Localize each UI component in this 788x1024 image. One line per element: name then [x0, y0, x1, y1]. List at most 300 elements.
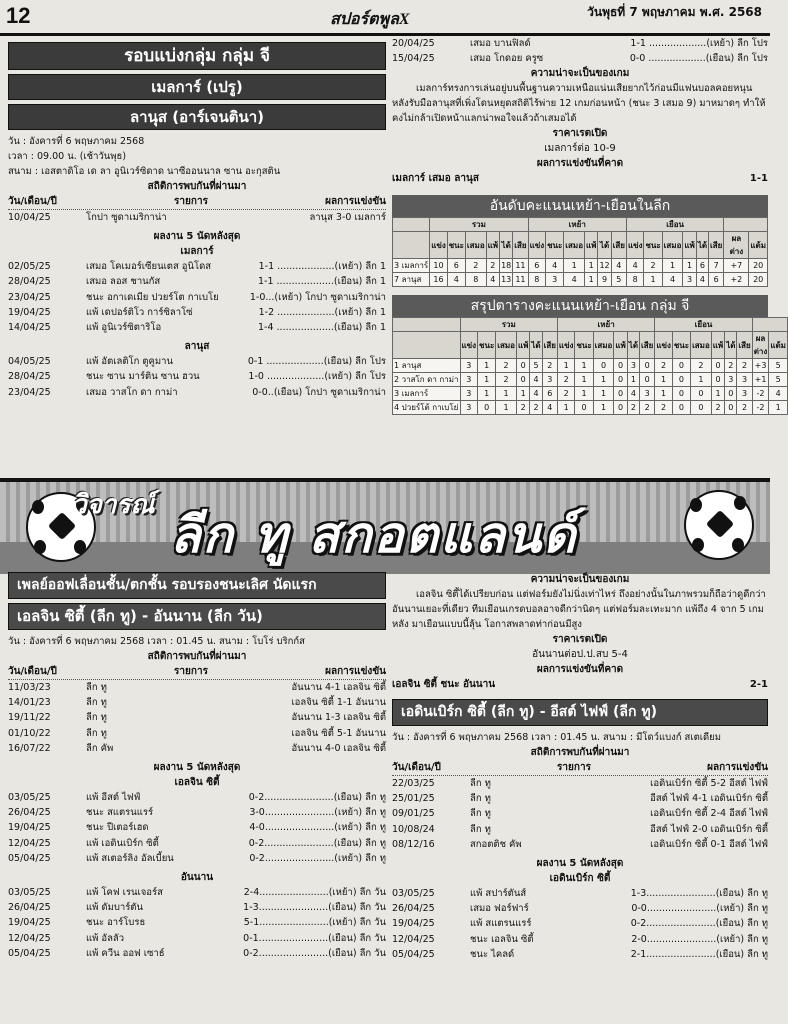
points-header: แต้ม: [749, 232, 768, 259]
group-standings: [392, 295, 786, 415]
standings-row: [393, 387, 788, 401]
row-opponent: เสมอ บานฟิลด์: [470, 38, 531, 49]
stat-cell: 4: [696, 273, 708, 287]
playoff-prediction-score: 2-1: [749, 679, 768, 690]
col-comp: รายการ: [557, 762, 591, 773]
form-row: [8, 836, 386, 851]
playoff-prediction: [392, 677, 768, 693]
sub-header: เสีย: [737, 332, 752, 359]
odds-title: ราคาเรตเปิด: [552, 128, 608, 140]
stat-cell: 6: [447, 259, 465, 273]
stat-cell: 2: [496, 359, 517, 373]
group-away-header: เยือน: [655, 318, 752, 332]
stat-cell: 0: [672, 359, 690, 373]
stat-cell: 12: [598, 259, 611, 273]
masthead: [0, 0, 770, 36]
standings-row: [393, 359, 788, 373]
playoff-round-title: เพลย์ออฟเลื่อนชั้น/ตกชั้น รอบรองชนะเลิศ นัดแรก: [8, 572, 386, 599]
stat-cell: 1: [655, 387, 673, 401]
stat-cell: 8: [626, 273, 644, 287]
row-opponent: แพ้ อูนิเวร์ซิตาริโอ: [86, 322, 162, 334]
row-result: อันนาน 4-0 เอลจิน ซิตี้: [291, 742, 386, 754]
stat-cell: 5: [611, 273, 626, 287]
edinburgh-h2h-header: [392, 760, 768, 776]
stat-cell: 2: [655, 401, 673, 415]
sub-header: แข่ง: [626, 232, 644, 259]
row-date: 16/07/22: [8, 742, 51, 754]
edinburgh-label: เอดินเบิร์ก ซิตี้: [549, 873, 611, 885]
stat-cell: 0: [614, 401, 627, 415]
stat-cell: 0: [640, 359, 655, 373]
sub-header: เสีย: [542, 332, 557, 359]
col-date: วัน/เดือน/ปี: [8, 196, 57, 207]
stat-cell: 1: [478, 359, 496, 373]
row-result: อีสต์ ไฟฟ์ 4-1 เอดินเบิร์ก ซิตี้: [650, 793, 768, 805]
row-date: 15/04/25: [392, 53, 435, 65]
row-result: ลานุส 3-0 เมลการ์: [309, 212, 386, 223]
h2h-row: [392, 776, 768, 791]
form-row: [8, 290, 386, 305]
stat-cell: 0: [516, 359, 529, 373]
team-name: 3 เมลการ์: [393, 259, 430, 273]
stat-cell: 1: [593, 387, 614, 401]
stat-cell: 3: [460, 401, 478, 415]
sub-header: แพ้: [516, 332, 529, 359]
col-date: วัน/เดือน/ปี: [8, 666, 57, 677]
col-comp: รายการ: [174, 196, 208, 207]
stat-cell: 20: [749, 273, 768, 287]
stat-cell: 1: [662, 259, 683, 273]
stat-cell: 9: [598, 273, 611, 287]
row-date: 03/05/25: [392, 888, 435, 900]
col-result: ผลการแข่งขัน: [325, 196, 386, 207]
stat-cell: 3: [460, 387, 478, 401]
stat-cell: 4: [627, 387, 639, 401]
sub-header: แพ้: [585, 232, 598, 259]
group-home-header: เหย้า: [528, 218, 626, 232]
form-row: [8, 820, 386, 835]
form-row: [392, 51, 768, 66]
stat-cell: 4: [530, 373, 542, 387]
away-last5-continued: [392, 36, 768, 66]
row-date: 10/08/24: [392, 823, 435, 835]
row-result: 2-1.......................(เยือน) ลีก ทู: [630, 948, 768, 960]
sub-header: ชนะ: [672, 332, 690, 359]
row-result: 1-3.......................(เยือน) ลีก วัน: [243, 902, 386, 914]
home-last5-list: [8, 259, 386, 335]
row-date: 12/04/25: [392, 933, 435, 945]
stat-cell: 1: [627, 373, 639, 387]
sub-header: เสมอ: [593, 332, 614, 359]
row-result: เอดินเบิร์ก ซิตี้ 5-2 อีสต์ ไฟฟ์: [650, 778, 768, 789]
points-header: แต้ม: [769, 332, 788, 359]
team-name: 3 เมลการ์: [393, 387, 461, 401]
group-total-header: รวม: [460, 318, 557, 332]
form-row: [8, 354, 386, 369]
row-result: 0-0..(เยือน) โกปา ซูดาเมริกาน่า: [252, 386, 386, 398]
row-opponent: แพ้ เดปอร์ติโว การ์ซิลาโซ่: [86, 306, 193, 318]
sub-header: เสมอ: [465, 232, 486, 259]
stat-cell: 20: [749, 259, 768, 273]
stat-cell: 10: [430, 259, 448, 273]
row-result: 0-2.......................(เยือน) ลีก ทู: [248, 837, 386, 849]
stat-cell: 1: [593, 373, 614, 387]
hero-subtitle: วิจารณ์: [72, 490, 155, 520]
row-result: 0-2.......................(เยือน) ลีก ทู: [630, 918, 768, 930]
row-opponent: เสมอ วาสโก ดา กาม่า: [86, 386, 178, 398]
row-result: 1-2 ...................(เหย้า) ลีก 1: [258, 306, 386, 318]
sub-header: ได้: [598, 232, 611, 259]
row-date: 19/04/25: [8, 306, 51, 318]
h2h-title: สถิติการพบกันที่ผ่านมา: [147, 181, 247, 192]
stat-cell: 2: [557, 373, 575, 387]
row-opponent: ชนะ สแตรนแรร์: [86, 807, 154, 819]
stat-cell: 2: [640, 401, 655, 415]
row-date: 23/04/25: [8, 291, 51, 303]
h2h-row: [8, 710, 386, 725]
row-result: 0-2.......................(เหย้า) ลีก ทู: [249, 852, 386, 864]
stat-cell: 4: [542, 401, 557, 415]
stat-cell: 2: [530, 401, 542, 415]
edinburgh-match-title: เอดินเบิร์ก ซิตี้ (ลีก ทู) - อีสต์ ไฟฟ์ (ลีก ทู): [392, 699, 768, 726]
stat-cell: -2: [752, 401, 769, 415]
h2h-row: [8, 680, 386, 695]
row-date: 10/04/25: [8, 212, 51, 223]
stat-cell: 1: [575, 387, 593, 401]
stat-cell: 2: [655, 359, 673, 373]
row-date: 01/10/22: [8, 727, 51, 739]
stat-cell: 4: [546, 259, 564, 273]
form-row: [392, 886, 768, 901]
row-date: 26/04/25: [8, 807, 51, 819]
row-date: 09/01/25: [392, 808, 435, 820]
row-date: 11/03/23: [8, 682, 51, 693]
row-opponent: ชนะ อาร์โบรธ: [86, 917, 146, 929]
stat-cell: 3: [737, 387, 752, 401]
stat-cell: 2: [644, 259, 662, 273]
row-opponent: ชนะ อกาเดเมีย ปวยร์โต กาเบโย: [86, 291, 219, 303]
away-team-banner: ลานุส (อาร์เจนตินา): [8, 104, 386, 130]
row-result: 1-1 ...................(เยือน) ลีก 1: [258, 276, 386, 288]
sub-header: ชนะ: [447, 232, 465, 259]
row-date: 05/04/25: [8, 852, 51, 864]
row-result: 0-0 ...................(เยือน) ลีก โปร: [629, 53, 768, 65]
row-result: 3-0.......................(เหย้า) ลีก ทู: [249, 807, 386, 819]
stat-cell: 0: [593, 359, 614, 373]
stat-cell: 1: [655, 373, 673, 387]
stat-cell: 1: [564, 259, 585, 273]
row-result: 0-2.......................(เยือน) ลีก ทู: [248, 792, 386, 804]
stat-cell: 0: [614, 387, 627, 401]
sub-header: แพ้: [683, 232, 696, 259]
row-competition: ลีก ทู: [470, 823, 491, 835]
sub-header: ชนะ: [546, 232, 564, 259]
stat-cell: 2: [557, 387, 575, 401]
annan-last5-list: [8, 885, 386, 961]
stat-cell: 7: [709, 259, 724, 273]
group-standings-title: สรุปตารางคะแนนเหย้า-เยือน กลุ่ม จี: [392, 295, 768, 317]
group-g-left-column: [8, 42, 386, 474]
sub-header: ได้: [530, 332, 542, 359]
stat-cell: 0: [725, 401, 737, 415]
form-row: [392, 916, 768, 931]
edinburgh-last5-title: ผลงาน 5 นัดหลังสุด: [536, 858, 624, 870]
row-opponent: แพ้ สเตอร์ลิง อัลเบี้ยน: [86, 852, 174, 864]
playoff-h2h-header: [8, 664, 386, 680]
stat-cell: 11: [513, 259, 528, 273]
match-venue: สนาม : เอสตาดิโอ เด ลา อูนิเวร์ซิดาด นาซีออนนาล ซาน อะกุสติน: [8, 166, 281, 177]
row-result: เอดินเบิร์ก ซิตี้ 2-4 อีสต์ ไฟฟ์: [650, 808, 768, 820]
row-competition: ลีก ทู: [86, 682, 107, 693]
sub-header: แพ้: [486, 232, 499, 259]
blank-header: [752, 318, 787, 332]
row-opponent: ชนะ ไคลด์: [470, 948, 515, 960]
row-result: 1-4 ...................(เยือน) ลีก 1: [258, 322, 386, 334]
home-last5-label: เมลการ์: [180, 246, 214, 258]
stat-cell: 11: [513, 273, 528, 287]
row-result: อันนาน 1-3 เอลจิน ซิตี้: [291, 712, 386, 724]
stat-cell: 5: [769, 373, 788, 387]
publication-logo: สปอร์ตพูลX: [330, 11, 410, 28]
form-row: [8, 851, 386, 866]
row-date: 14/01/23: [8, 697, 51, 709]
stat-cell: 1: [575, 373, 593, 387]
form-row: [8, 885, 386, 900]
edinburgh-h2h-list: [392, 776, 768, 852]
row-date: 22/03/25: [392, 778, 435, 789]
row-opponent: แพ้ อัลลัว: [86, 932, 125, 944]
row-date: 05/04/25: [392, 948, 435, 960]
row-date: 02/05/25: [8, 261, 51, 273]
stat-cell: +7: [724, 259, 749, 273]
stat-cell: +1: [752, 373, 769, 387]
playoff-analysis-text: เอลจิน ซิตี้ได้เปรียบก่อน แต่ฟอร์มยังไม่นิ่งเท่าไหร่ ถึงอย่างนั้นในภาพรวมก็ถือว่าดูดีกว่าอันนานเยอะที่เดียว ทีมเยือนเกรดบอลอาจดีกว่านิดๆ แต่ฟอร์มละเทะมาก แพ้ถึง 4 จาก 5 เกมหลัง มาเยือนแบบนี้ลุ้น โอกาสพลาดท่าก่อนมีสูง: [392, 589, 766, 630]
home-team-banner: เมลการ์ (เปรู): [8, 74, 386, 100]
stat-cell: 3: [725, 373, 737, 387]
stat-cell: 0: [672, 401, 690, 415]
stat-cell: 0: [614, 373, 627, 387]
row-opponent: ชนะ ซาน มาร์ติน ซาน ฮวน: [86, 371, 200, 383]
playoff-h2h-title: สถิติการพบกันที่ผ่านมา: [147, 651, 247, 662]
sub-header: เสมอ: [496, 332, 517, 359]
sub-header: เสีย: [513, 232, 528, 259]
row-result: 1-0 ...................(เหย้า) ลีก โปร: [248, 371, 386, 383]
row-opponent: แพ้ ควีน ออฟ เซาธ์: [86, 947, 165, 959]
stat-cell: 5: [769, 359, 788, 373]
sub-header: เสมอ: [691, 332, 712, 359]
blank-header: [393, 332, 461, 359]
team-name: 2 วาสโก ดา กาม่า: [393, 373, 461, 387]
sub-header: เสีย: [640, 332, 655, 359]
row-opponent: เสมอ ลอส ชานกัส: [86, 276, 161, 288]
league-standings-table: [392, 217, 768, 287]
stat-cell: 0: [672, 373, 690, 387]
row-date: 12/04/25: [8, 837, 51, 849]
playoff-right-column: [392, 572, 768, 1024]
row-date: 04/05/25: [8, 356, 51, 368]
stat-cell: 3: [542, 373, 557, 387]
row-competition: โกปา ซูดาเมริกาน่า: [86, 212, 167, 223]
row-date: 05/04/25: [8, 947, 51, 959]
elgin-last5-list: [8, 790, 386, 866]
row-opponent: แพ้ สแตรนแรร์: [470, 918, 532, 930]
stat-cell: 3: [683, 273, 696, 287]
league-standings: [392, 195, 768, 287]
row-competition: ลีก ทู: [86, 727, 107, 739]
row-date: 28/04/25: [8, 276, 51, 288]
stat-cell: 1: [683, 259, 696, 273]
blank-header: [393, 232, 430, 259]
group-g-right-column: [392, 36, 786, 474]
row-result: 1-1 ...................(เหย้า) ลีก 1: [258, 261, 386, 273]
stat-cell: 0: [478, 401, 496, 415]
stat-cell: 0: [711, 359, 724, 373]
playoff-h2h-list: [8, 680, 386, 756]
form-row: [8, 369, 386, 384]
stat-cell: 0: [614, 359, 627, 373]
sub-header: แข่ง: [655, 332, 673, 359]
h2h-header: [8, 194, 386, 210]
form-row: [392, 932, 768, 947]
issue-date: วันพุธที่ 7 พฤษภาคม พ.ศ. 2568: [587, 5, 762, 19]
stat-cell: 0: [672, 387, 690, 401]
stat-cell: 0: [725, 387, 737, 401]
stat-cell: 1: [496, 401, 517, 415]
row-result: อันนาน 4-1 เอลจิน ซิตี้: [291, 682, 386, 693]
prediction: [392, 171, 768, 187]
stat-cell: 2: [627, 401, 639, 415]
stat-cell: 0: [640, 373, 655, 387]
edinburgh-h2h-title: สถิติการพบกันที่ผ่านมา: [530, 747, 630, 758]
stat-cell: 3: [640, 387, 655, 401]
annan-label: อันนาน: [180, 872, 214, 884]
match-time: เวลา : 09.00 น. (เช้าวันพุธ): [8, 151, 127, 162]
stat-cell: 0: [575, 401, 593, 415]
group-standings-table: [392, 317, 788, 415]
match-date: วัน : อังคารที่ 6 พฤษภาคม 2568: [8, 136, 145, 147]
prediction-score: 1-1: [749, 173, 768, 185]
sub-header: แข่ง: [557, 332, 575, 359]
stat-cell: 2: [711, 401, 724, 415]
sub-header: ได้: [725, 332, 737, 359]
group-away-header: เยือน: [626, 218, 723, 232]
team-name: 4 ปวยร์โต้ กาเบโย่: [393, 401, 461, 415]
form-row: [392, 947, 768, 962]
row-date: 12/04/25: [8, 932, 51, 944]
stat-cell: 18: [500, 259, 513, 273]
h2h-row: [8, 741, 386, 756]
row-date: 23/04/25: [8, 386, 51, 398]
row-result: 2-4.......................(เหย้า) ลีก วัน: [243, 887, 386, 899]
row-date: 08/12/16: [392, 838, 435, 850]
form-row: [8, 385, 386, 400]
stat-cell: 5: [530, 359, 542, 373]
diff-header: ผลต่าง: [752, 332, 769, 359]
standings-row: [393, 273, 768, 287]
blank-header: [393, 318, 461, 332]
row-result: 0-2.......................(เยือน) ลีก วัน: [243, 947, 386, 959]
sub-header: ได้: [696, 232, 708, 259]
row-result: 0-0.......................(เหย้า) ลีก ทู: [631, 903, 768, 915]
stat-cell: 2: [691, 359, 712, 373]
stat-cell: 1: [769, 401, 788, 415]
row-competition: ลีก ทู: [470, 793, 491, 805]
analysis-text: เมลการ์ทรงการเล่นอยู่บนพื้นฐานความเหนือแน่นเสียยากไว้ก่อนมีแฟนบอลคอยหนุนหลังรับมือลานุสที่เพิ่งโดนหยุดสถิติไร้พ่าย 12 เกมก่อนหน้า (ชนะ 3 เสมอ 9) มาหมาดๆ ทำให้คงไม่กล้าเปิดหน้าแลกน่าพอใจแล้วถ้าเสมอได้: [392, 83, 766, 125]
away-last5-list: [8, 354, 386, 400]
stat-cell: 0: [691, 387, 712, 401]
elgin-label: เอลจิน ซิตี้: [174, 777, 220, 789]
stat-cell: 2: [496, 373, 517, 387]
row-date: 14/04/25: [8, 322, 51, 334]
row-opponent: แพ้ สปาร์ตันส์: [470, 888, 527, 900]
stat-cell: 3: [546, 273, 564, 287]
sub-header: แพ้: [711, 332, 724, 359]
diff-header: ผลต่าง: [724, 232, 749, 259]
round-title: รอบแบ่งกลุ่ม กลุ่ม จี: [8, 42, 386, 70]
playoff-odds-title: ราคาเรตเปิด: [552, 634, 608, 645]
stat-cell: 1: [575, 359, 593, 373]
league-standings-title: อันดับคะแนนเหย้า-เยือนในลีก: [392, 195, 768, 217]
edinburgh-last5-list: [392, 886, 768, 962]
row-date: 19/04/25: [8, 917, 51, 929]
stat-cell: 1: [593, 401, 614, 415]
stat-cell: 2: [737, 359, 752, 373]
stat-cell: 0: [711, 373, 724, 387]
playoff-left-column: [8, 572, 386, 1024]
row-opponent: แพ้ โคฟ เรนเจอร์ส: [86, 887, 163, 899]
sub-header: ได้: [627, 332, 639, 359]
stat-cell: 1: [496, 387, 517, 401]
stat-cell: 2: [465, 259, 486, 273]
stat-cell: 1: [557, 401, 575, 415]
stat-cell: 1: [691, 373, 712, 387]
h2h-row: [8, 695, 386, 710]
row-opponent: ชนะ เอลจิน ซิตี้: [470, 933, 534, 945]
sub-header: ชนะ: [644, 232, 662, 259]
row-date: 03/05/25: [8, 792, 51, 804]
form-row: [8, 900, 386, 915]
stat-cell: 1: [557, 359, 575, 373]
sub-header: ได้: [500, 232, 513, 259]
row-competition: ลีก คัพ: [86, 742, 114, 754]
form-row: [8, 915, 386, 930]
prediction-title: ผลการแข่งขันที่คาด: [536, 158, 624, 170]
sub-header: แพ้: [614, 332, 627, 359]
form-row: [8, 790, 386, 805]
hero-title: ลีก ทู สกอตแลนด์: [170, 506, 578, 564]
row-date: 28/04/25: [8, 371, 51, 383]
row-date: 20/04/25: [392, 38, 435, 49]
stat-cell: 0: [516, 373, 529, 387]
sub-header: ชนะ: [478, 332, 496, 359]
row-competition: ลีก ทู: [470, 778, 491, 789]
row-date: 03/05/25: [8, 887, 51, 899]
team-name: 7 ลานุส: [393, 273, 430, 287]
row-date: 19/04/25: [392, 918, 435, 930]
row-opponent: ชนะ ปีเตอร์เฮด: [86, 822, 149, 834]
sub-header: แข่ง: [528, 232, 546, 259]
h2h-list: [8, 210, 386, 225]
row-date: 25/01/25: [392, 793, 435, 805]
stat-cell: 4: [564, 273, 585, 287]
stat-cell: 4: [769, 387, 788, 401]
row-competition: สกอตติช คัพ: [470, 838, 522, 850]
row-competition: ลีก ทู: [86, 697, 107, 709]
standings-row: [393, 401, 788, 415]
row-competition: ลีก ทู: [86, 712, 107, 724]
edinburgh-info: วัน : อังคารที่ 6 พฤษภาคม 2568 เวลา : 01.45 น. สนาม : มีโดว์แบงก์ สเตเดียม: [392, 732, 722, 743]
football-right-icon: [684, 490, 754, 560]
